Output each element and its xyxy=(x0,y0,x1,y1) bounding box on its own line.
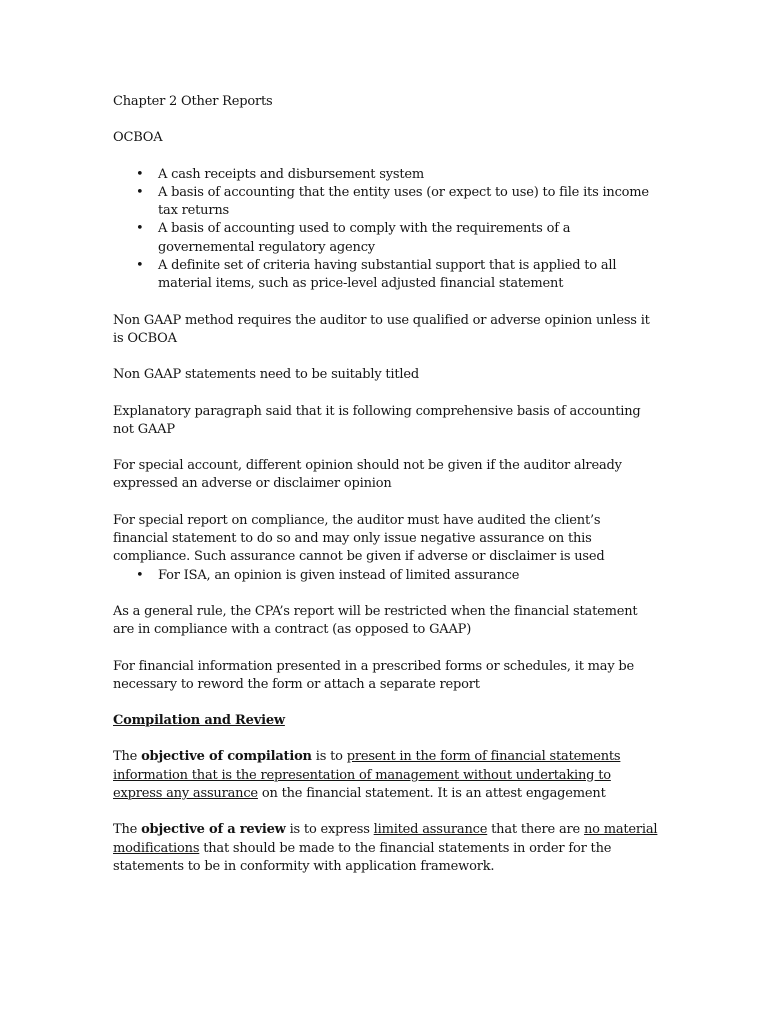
bullet-icon: • xyxy=(136,221,144,237)
bullet-icon: • xyxy=(136,258,144,274)
ocboa-list xyxy=(113,166,658,294)
document-title: Chapter 2 Other Reports xyxy=(113,94,273,109)
isa-list xyxy=(113,567,658,585)
list-item: • A basis of accounting that the entity uses (or expect to use) to file its income tax returns xyxy=(136,184,649,219)
underlined-phrase: present in the form of financial statements information that is the representation of management without undertaking to express any assurance xyxy=(113,749,621,802)
bold-term: objective of a review xyxy=(141,822,286,838)
list-item: • For ISA, an opinion is given instead of limited assurance xyxy=(113,567,658,585)
prescribed-forms-paragraph: For financial information presented in a prescribed forms or schedules, it may be necessary to reword the form or attach a separate report xyxy=(113,658,635,692)
explanatory-paragraph: Explanatory paragraph said that it is following comprehensive basis of accounting not GAAP xyxy=(113,403,641,437)
bullet-icon: • xyxy=(136,567,144,583)
underlined-phrase: no material modifications xyxy=(113,822,658,856)
special-report-paragraph: For special report on compliance, the auditor must have audited the client’s financial statement to do so and may only issue negative assurance on this compliance. Such assurance cannot be given if adverse or disclaimer is used xyxy=(113,512,605,565)
review-objective-paragraph: The objective of a review is to express limited assurance that there are no material modifications that should be made to the financial statements in order for the statements to be in conformity with application framework. xyxy=(113,822,658,874)
list-item: • A basis of accounting used to comply with the requirements of a governemental regulatory agency xyxy=(136,221,571,255)
bold-term: objective of compilation xyxy=(141,749,312,765)
compilation-review-heading: Compilation and Review xyxy=(113,713,285,729)
ocboa-heading: OCBOA xyxy=(113,130,163,146)
general-rule-paragraph: As a general rule, the CPA’s report will be restricted when the financial statement are in compliance with a contract (as opposed to GAAP) xyxy=(113,603,638,638)
list-item: • A cash receipts and disbursement system xyxy=(113,166,658,184)
bullet-icon: • xyxy=(136,184,144,200)
special-account-paragraph: For special account, different opinion should not be given if the auditor already expressed an adverse or disclaimer opinion xyxy=(113,458,622,492)
underlined-phrase: limited assurance xyxy=(373,822,488,838)
compilation-objective-paragraph: The objective of compilation is to present in the form of financial statements information that is the representation of management without undertaking to express any assurance on the financial statement. It is an attest engagement xyxy=(113,749,621,802)
document-page xyxy=(113,93,658,894)
bullet-icon: • xyxy=(136,166,144,182)
list-item: • A definite set of criteria having substantial support that is applied to all material items, such as price-level adjusted financial statement xyxy=(136,258,617,292)
non-gaap-method-paragraph: Non GAAP method requires the auditor to use qualified or adverse opinion unless it is OCBOA xyxy=(113,312,650,346)
non-gaap-statements-paragraph: Non GAAP statements need to be suitably titled xyxy=(113,367,419,383)
